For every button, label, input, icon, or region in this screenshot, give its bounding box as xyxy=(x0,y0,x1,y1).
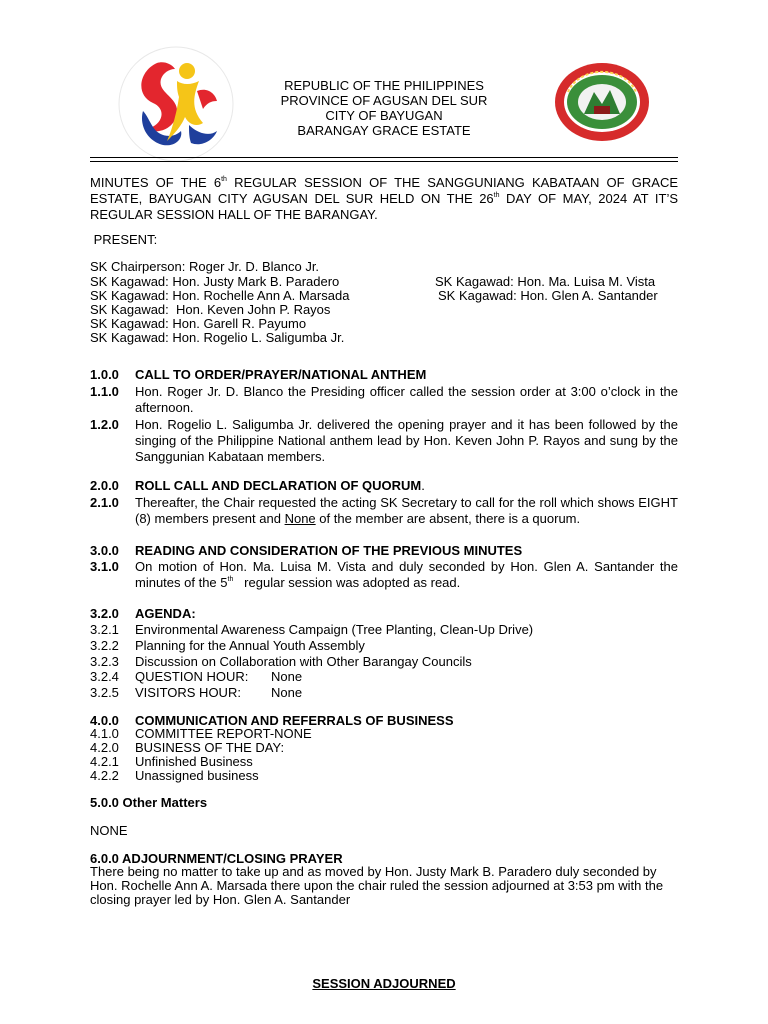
attendee-left-4: SK Kagawad: Hon. Garell R. Payumo xyxy=(90,316,307,331)
item-1-2-text: Hon. Rogelio L. Saligumba Jr. delivered the opening prayer and it has been followed by the singing of the Philippine National anthem lead by Hon. Keven John P. Rayos and sung by the Sanggunian Kabataan members. xyxy=(135,417,678,464)
agenda-item-1-text: Environmental Awareness Campaign (Tree Planting, Clean-Up Drive) xyxy=(135,622,534,637)
attendee-chair: SK Chairperson: Roger Jr. D. Blanco Jr. xyxy=(90,259,320,274)
title-sup-2: th xyxy=(493,192,500,199)
item-4-2-0-number: 4.2.0 xyxy=(90,740,119,755)
title-part-2: REGULAR SESSION OF THE SANGGUNIANG KABATAAN OF GRACE ESTATE, BAYUGAN CITY AGUSAN DEL SUR HELD ON THE 26 xyxy=(90,175,678,206)
item-4-2-0-text: BUSINESS OF THE DAY: xyxy=(135,740,285,755)
section-4-heading: COMMUNICATION AND REFERRALS OF BUSINESS xyxy=(135,713,454,728)
minutes-title xyxy=(90,175,678,223)
agenda-item-4-number: 3.2.4 xyxy=(90,669,119,684)
agenda-item-5-number: 3.2.5 xyxy=(90,685,119,700)
section-4 xyxy=(0,713,768,788)
section-1-heading: CALL TO ORDER/PRAYER/NATIONAL ANTHEM xyxy=(135,367,427,382)
section-3-heading: READING AND CONSIDERATION OF THE PREVIOUS MINUTES xyxy=(135,543,523,558)
attendee-left-2: SK Kagawad: Hon. Rochelle Ann A. Marsada xyxy=(90,288,350,303)
attendee-left-1: SK Kagawad: Hon. Justy Mark B. Paradero xyxy=(90,274,340,289)
item-2-1-text xyxy=(135,495,678,527)
header-divider-top xyxy=(90,157,678,158)
item-2-1-none: None xyxy=(284,511,316,526)
item-4-2-2-text: Unassigned business xyxy=(135,768,259,783)
section-1-number: 1.0.0 xyxy=(90,367,119,382)
item-1-2-number: 1.2.0 xyxy=(90,417,119,432)
item-2-1-number: 2.1.0 xyxy=(90,495,119,510)
agenda-section xyxy=(0,606,768,706)
section-6-heading: 6.0.0 ADJOURNMENT/CLOSING PRAYER xyxy=(90,851,343,866)
item-2-1-text-b: of the member are absent, there is a quorum. xyxy=(315,511,581,526)
section-2 xyxy=(0,478,768,528)
item-4-2-2-number: 4.2.2 xyxy=(90,768,119,783)
session-adjourned xyxy=(0,976,768,991)
item-4-1-0-number: 4.1.0 xyxy=(90,726,119,741)
section-3 xyxy=(0,543,768,593)
header-line-3: CITY OF BAYUGAN xyxy=(325,108,443,123)
item-2-1-text-a: Thereafter, the Chair requested the acting SK Secretary to call for the roll which shows EIGHT (8) members present and xyxy=(135,495,678,526)
letterhead xyxy=(0,78,768,138)
attendee-right-2: SK Kagawad: Hon. Glen A. Santander xyxy=(438,288,658,303)
agenda-item-5-text: VISITORS HOUR: xyxy=(135,685,241,700)
agenda-item-3-text: Discussion on Collaboration with Other Barangay Councils xyxy=(135,654,472,669)
item-3-1-text-a: On motion of Hon. Ma. Luisa M. Vista and duly seconded by Hon. Glen A. Santander the minutes of the 5 xyxy=(135,559,678,590)
item-1-1-number: 1.1.0 xyxy=(90,384,119,399)
item-4-2-1-text: Unfinished Business xyxy=(135,754,253,769)
item-4-2-1-number: 4.2.1 xyxy=(90,754,119,769)
attendee-left-3: SK Kagawad: Hon. Keven John P. Rayos xyxy=(90,302,331,317)
header-divider-bottom xyxy=(90,161,678,162)
section-3-number: 3.0.0 xyxy=(90,543,119,558)
agenda-item-3-number: 3.2.3 xyxy=(90,654,119,669)
present-label: PRESENT: xyxy=(90,232,158,247)
header-line-1: REPUBLIC OF THE PHILIPPINES xyxy=(284,78,484,93)
section-6-body: There being no matter to take up and as moved by Hon. Justy Mark B. Paradero duly seconded by Hon. Rochelle Ann A. Marsada there upon the chair ruled the session adjourned at 3:53 pm with the closing prayer led by Hon. Glen A. Santander xyxy=(90,864,664,907)
section-5-heading: 5.0.0 Other Matters xyxy=(90,795,208,810)
header-line-2: PROVINCE OF AGUSAN DEL SUR xyxy=(280,93,488,108)
agenda-heading: AGENDA: xyxy=(135,606,196,621)
title-part-1: MINUTES OF THE 6 xyxy=(90,175,222,190)
agenda-number: 3.2.0 xyxy=(90,606,119,621)
attendee-left-5: SK Kagawad: Hon. Rogelio L. Saligumba Jr. xyxy=(90,330,345,345)
title-part-3: DAY OF MAY, 2024 AT IT’S REGULAR SESSION HALL OF THE BARANGAY. xyxy=(90,191,679,222)
section-2-heading: ROLL CALL AND DECLARATION OF QUORUM xyxy=(135,478,422,493)
attendee-right-1: SK Kagawad: Hon. Ma. Luisa M. Vista xyxy=(435,274,656,289)
item-3-1-text xyxy=(135,559,678,591)
agenda-item-2-text: Planning for the Annual Youth Assembly xyxy=(135,638,365,653)
section-2-number: 2.0.0 xyxy=(90,478,119,493)
section-5-body: NONE xyxy=(90,823,128,838)
barangay-seal xyxy=(554,62,650,142)
header-line-4: BARANGAY GRACE ESTATE xyxy=(297,123,471,138)
item-3-1-text-b: regular session was adopted as read. xyxy=(233,575,461,590)
section-4-number: 4.0.0 xyxy=(90,713,119,728)
item-3-1-number: 3.1.0 xyxy=(90,559,119,574)
session-adjourned-text: SESSION ADJOURNED xyxy=(312,976,456,991)
title-sup-1: th xyxy=(221,176,227,183)
item-3-1-sup: th xyxy=(227,576,234,583)
agenda-item-4-value: None xyxy=(271,669,303,684)
agenda-item-5-value: None xyxy=(271,685,303,700)
agenda-item-2-number: 3.2.2 xyxy=(90,638,119,653)
section-2-heading-end: . xyxy=(421,478,425,493)
item-4-1-0-text: COMMITTEE REPORT-NONE xyxy=(135,726,312,741)
section-1 xyxy=(0,367,768,467)
agenda-item-1-number: 3.2.1 xyxy=(90,622,119,637)
agenda-item-4-text: QUESTION HOUR: xyxy=(135,669,249,684)
item-1-1-text: Hon. Roger Jr. D. Blanco the Presiding officer called the session order at 3:00 o’clock in the afternoon. xyxy=(135,384,678,415)
